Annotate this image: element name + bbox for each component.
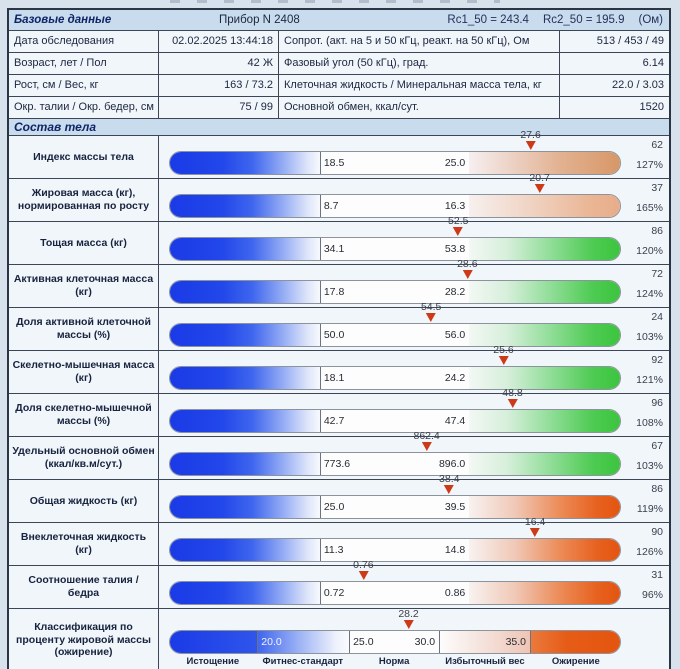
- right-values-column: [636, 179, 663, 221]
- high-threshold-label: 14.8: [444, 544, 466, 556]
- gauge-chart: [159, 172, 669, 221]
- gauge-chart: [159, 516, 669, 565]
- zone-threshold-3: 30.0: [414, 636, 436, 648]
- marker-triangle-icon: [526, 141, 536, 150]
- high-threshold-label: 56.0: [444, 329, 466, 341]
- low-threshold-label: 17.8: [323, 286, 345, 298]
- percent-of-norm: 120%: [636, 245, 663, 257]
- marker-triangle-icon: [358, 571, 368, 580]
- percentile-value: 24: [651, 311, 663, 323]
- composition-row: [9, 258, 669, 308]
- basic-row-value2: 513 / 453 / 49: [596, 35, 664, 47]
- right-values-column: [636, 523, 663, 565]
- composition-row: [9, 430, 669, 480]
- basic-row-value: 75 / 99: [159, 97, 279, 118]
- gauge-bar-area: [169, 516, 621, 562]
- basic-row-value2: 22.0 / 3.03: [612, 79, 664, 91]
- measured-value: 27.6: [520, 129, 541, 141]
- low-threshold-label: 18.1: [323, 372, 345, 384]
- high-zone-segment: [469, 410, 620, 432]
- zone-name-3: Норма: [378, 656, 410, 667]
- low-threshold-label: 8.7: [323, 200, 339, 212]
- marker-triangle-icon: [426, 313, 436, 322]
- value-marker: [520, 129, 540, 150]
- low-zone-segment: [170, 496, 320, 518]
- composition-row: [9, 172, 669, 222]
- low-zone-segment: [170, 324, 320, 346]
- percentile-value: 72: [651, 268, 663, 280]
- basic-row-value: 02.02.2025 13:44:18: [159, 31, 279, 52]
- high-zone-segment: [469, 367, 620, 389]
- value-marker: [353, 559, 373, 580]
- low-threshold-label: 34.1: [323, 243, 345, 255]
- percentile-value: 67: [651, 440, 663, 452]
- gauge-bar-area: [169, 473, 621, 519]
- low-threshold-label: 50.0: [323, 329, 345, 341]
- zone-threshold-1: 20.0: [261, 636, 282, 648]
- basic-row-label2: Основной обмен, ккал/сут.: [279, 97, 560, 118]
- value-marker: [448, 215, 468, 236]
- gauge-bar-area: [169, 430, 621, 476]
- high-threshold-label: 47.4: [444, 415, 466, 427]
- gauge-bar-area: [169, 608, 621, 667]
- right-values-column: [636, 136, 663, 178]
- zone-threshold-4: 35.0: [505, 636, 526, 648]
- metric-label: Скелетно-мышечная масса (кг): [9, 351, 159, 393]
- value-marker: [529, 172, 549, 193]
- value-marker: [398, 608, 418, 629]
- high-zone-segment: [469, 195, 620, 217]
- percentile-value: 31: [651, 569, 663, 581]
- value-marker: [493, 344, 513, 365]
- composition-row: [9, 516, 669, 566]
- low-threshold-label: 0.72: [323, 587, 345, 599]
- gauge-bar: [169, 538, 621, 562]
- basic-data-row: [9, 97, 669, 119]
- right-values-column: [636, 308, 663, 350]
- metric-label: Внеклеточная жидкость (кг): [9, 523, 159, 565]
- gauge-chart: [159, 559, 669, 608]
- percentile-value: 96: [651, 397, 663, 409]
- gauge-bar: [169, 495, 621, 519]
- composition-row: [9, 559, 669, 609]
- gauge-bar: [169, 280, 621, 304]
- composition-row: [9, 301, 669, 351]
- gauge-bar: [169, 366, 621, 390]
- percentile-value: 86: [651, 225, 663, 237]
- composition-section-title: Состав тела: [14, 120, 97, 134]
- high-threshold-label: 28.2: [444, 286, 466, 298]
- basic-data-row: [9, 75, 669, 97]
- low-zone-segment: [170, 539, 320, 561]
- resistance-values: [447, 14, 669, 26]
- zone-name-1: Истощение: [186, 656, 240, 667]
- high-threshold-label: 16.3: [444, 200, 466, 212]
- measured-value: 48.8: [502, 387, 523, 399]
- basic-row-value: 163 / 73.2: [159, 75, 279, 96]
- gauge-chart: [159, 258, 669, 307]
- low-threshold-label: 773.6: [323, 458, 351, 470]
- high-threshold-label: 0.86: [444, 587, 466, 599]
- gauge-bar: [169, 409, 621, 433]
- right-values-column: [637, 480, 663, 522]
- metric-label: Жировая масса (кг), нормированная по росту: [9, 179, 159, 221]
- metric-label: Соотношение талия / бедра: [9, 566, 159, 608]
- gauge-bar-area: [169, 215, 621, 261]
- gauge-chart: [159, 129, 669, 178]
- measured-value: 25.6: [493, 344, 514, 356]
- zone-segment-1: [170, 631, 257, 653]
- percent-of-norm: 108%: [636, 417, 663, 429]
- percentile-value: 86: [651, 483, 663, 495]
- marker-triangle-icon: [422, 442, 432, 451]
- basic-rows: [9, 31, 669, 119]
- composition-row: [9, 129, 669, 179]
- gauge-chart: [159, 301, 669, 350]
- rc1-value: Rc1_50 = 243.4: [447, 14, 529, 26]
- high-zone-segment: [469, 539, 620, 561]
- value-marker: [421, 301, 441, 322]
- metric-label: Доля активной клеточной массы (%): [9, 308, 159, 350]
- basic-row-label2: Клеточная жидкость / Минеральная масса тела, кг: [279, 75, 560, 96]
- high-threshold-label: 53.8: [444, 243, 466, 255]
- value-marker: [502, 387, 522, 408]
- report-table: [7, 8, 671, 669]
- measured-value: 52.5: [448, 215, 469, 227]
- basic-row-label: Дата обследования: [9, 31, 159, 52]
- measured-value: 28.2: [398, 608, 419, 620]
- rc2-value: Rc2_50 = 195.9: [542, 14, 625, 26]
- composition-section-header: [9, 119, 669, 136]
- metric-label: Индекс массы тела: [9, 136, 159, 178]
- composition-rows: [9, 129, 669, 669]
- basic-data-title: Базовые данные: [14, 14, 112, 26]
- right-values-column: [636, 437, 663, 479]
- low-zone-segment: [170, 281, 320, 303]
- low-zone-segment: [170, 582, 320, 604]
- gauge-bar: [169, 194, 621, 218]
- gauge-bar-area: [169, 387, 621, 433]
- classification-row: [9, 609, 669, 669]
- cut-off-text-sliver: [170, 0, 500, 3]
- value-marker: [439, 473, 459, 494]
- low-threshold-label: 42.7: [323, 415, 345, 427]
- gauge-bar: [169, 151, 621, 175]
- high-threshold-label: 24.2: [444, 372, 466, 384]
- gauge-chart: [159, 473, 669, 522]
- right-values-column: [636, 265, 663, 307]
- marker-triangle-icon: [498, 356, 508, 365]
- metric-label: Доля скелетно-мышечной массы (%): [9, 394, 159, 436]
- measured-value: 0.76: [353, 559, 374, 571]
- value-marker: [413, 430, 439, 451]
- high-threshold-label: 39.5: [444, 501, 466, 513]
- gauge-bar: [169, 581, 621, 605]
- zone-segment-5: [530, 631, 621, 653]
- low-zone-segment: [170, 152, 320, 174]
- zone-category-labels: [169, 654, 621, 669]
- basic-row-label: Рост, см / Вес, кг: [9, 75, 159, 96]
- classification-bar: [169, 630, 621, 654]
- low-zone-segment: [170, 453, 320, 475]
- high-zone-segment: [469, 238, 620, 260]
- basic-row-label: Возраст, лет / Пол: [9, 53, 159, 74]
- percent-of-norm: 96%: [641, 589, 663, 601]
- rc-unit: (Ом): [638, 14, 663, 26]
- high-zone-segment: [469, 582, 620, 604]
- composition-row: [9, 473, 669, 523]
- marker-triangle-icon: [444, 485, 454, 494]
- percent-of-norm: 119%: [636, 503, 663, 515]
- gauge-chart: [159, 215, 669, 264]
- percentile-value: 62: [651, 139, 663, 151]
- percent-of-norm: 124%: [636, 288, 663, 300]
- metric-label: Классификация по проценту жировой массы (ожирение): [9, 609, 159, 669]
- gauge-bar: [169, 323, 621, 347]
- gauge-chart: [159, 609, 669, 669]
- marker-triangle-icon: [535, 184, 545, 193]
- low-threshold-label: 25.0: [323, 501, 345, 513]
- right-values-column: [636, 394, 663, 436]
- basic-data-row: [9, 53, 669, 75]
- high-zone-segment: [469, 281, 620, 303]
- low-zone-segment: [170, 367, 320, 389]
- high-zone-segment: [469, 453, 620, 475]
- percent-of-norm: 103%: [636, 460, 663, 472]
- zone-name-5: Ожирение: [551, 656, 600, 667]
- high-threshold-label: 25.0: [444, 157, 466, 169]
- marker-triangle-icon: [404, 620, 414, 629]
- gauge-bar: [169, 237, 621, 261]
- zone-name-4: Избыточный вес: [445, 656, 525, 667]
- composition-row: [9, 387, 669, 437]
- gauge-bar-area: [169, 258, 621, 304]
- metric-label: Активная клеточная масса (кг): [9, 265, 159, 307]
- percent-of-norm: 127%: [636, 159, 663, 171]
- measured-value: 54.5: [420, 301, 442, 313]
- gauge-bar-area: [169, 129, 621, 175]
- right-values-column: [636, 351, 663, 393]
- high-zone-segment: [469, 324, 620, 346]
- percentile-value: 90: [651, 526, 663, 538]
- basic-row-label2: Сопрот. (акт. на 5 и 50 кГц, реакт. на 50 кГц), Ом: [279, 31, 560, 52]
- basic-row-value2: 6.14: [642, 57, 664, 69]
- marker-triangle-icon: [508, 399, 518, 408]
- high-threshold-label: 896.0: [438, 458, 466, 470]
- gauge-bar: [169, 452, 621, 476]
- measured-value: 16.4: [524, 516, 546, 528]
- low-zone-segment: [170, 238, 320, 260]
- basic-data-header: [9, 10, 669, 31]
- high-zone-segment: [469, 496, 620, 518]
- gauge-chart: [159, 430, 669, 479]
- gauge-chart: [159, 344, 669, 393]
- marker-triangle-icon: [453, 227, 463, 236]
- right-values-column: [642, 566, 663, 608]
- marker-triangle-icon: [530, 528, 540, 537]
- marker-triangle-icon: [462, 270, 472, 279]
- low-zone-segment: [170, 195, 320, 217]
- composition-row: [9, 344, 669, 394]
- basic-data-row: [9, 31, 669, 53]
- basic-row-label: Окр. талии / Окр. бедер, см: [9, 97, 159, 118]
- measured-value: 38.4: [439, 473, 460, 485]
- measured-value: 20.7: [529, 172, 550, 184]
- gauge-bar-area: [169, 172, 621, 218]
- right-values-column: [636, 222, 663, 264]
- percentile-value: 37: [651, 182, 663, 194]
- basic-row-label2: Фазовый угол (50 кГц), град.: [279, 53, 560, 74]
- measured-value: 28.6: [457, 258, 478, 270]
- gauge-bar-area: [169, 559, 621, 605]
- gauge-bar-area: [169, 301, 621, 347]
- metric-label: Удельный основной обмен (ккал/кв.м/сут.): [9, 437, 159, 479]
- basic-row-value2: 1520: [639, 101, 664, 113]
- high-zone-segment: [469, 152, 620, 174]
- percentile-value: 92: [651, 354, 663, 366]
- zone-name-2: Фитнес-стандарт: [262, 656, 344, 667]
- basic-row-value: 42 Ж: [159, 53, 279, 74]
- low-threshold-label: 11.3: [323, 544, 344, 556]
- percent-of-norm: 126%: [636, 546, 663, 558]
- low-zone-segment: [170, 410, 320, 432]
- percent-of-norm: 103%: [636, 331, 663, 343]
- zone-threshold-2: 25.0: [353, 636, 374, 648]
- metric-label: Тощая масса (кг): [9, 222, 159, 264]
- metric-label: Общая жидкость (кг): [9, 480, 159, 522]
- percent-of-norm: 121%: [636, 374, 663, 386]
- measured-value: 862.4: [413, 430, 440, 442]
- gauge-bar-area: [169, 344, 621, 390]
- composition-row: [9, 215, 669, 265]
- low-threshold-label: 18.5: [323, 157, 345, 169]
- value-marker: [457, 258, 477, 279]
- value-marker: [525, 516, 545, 537]
- percent-of-norm: 165%: [636, 202, 663, 214]
- device-number: Прибор N 2408: [219, 14, 300, 26]
